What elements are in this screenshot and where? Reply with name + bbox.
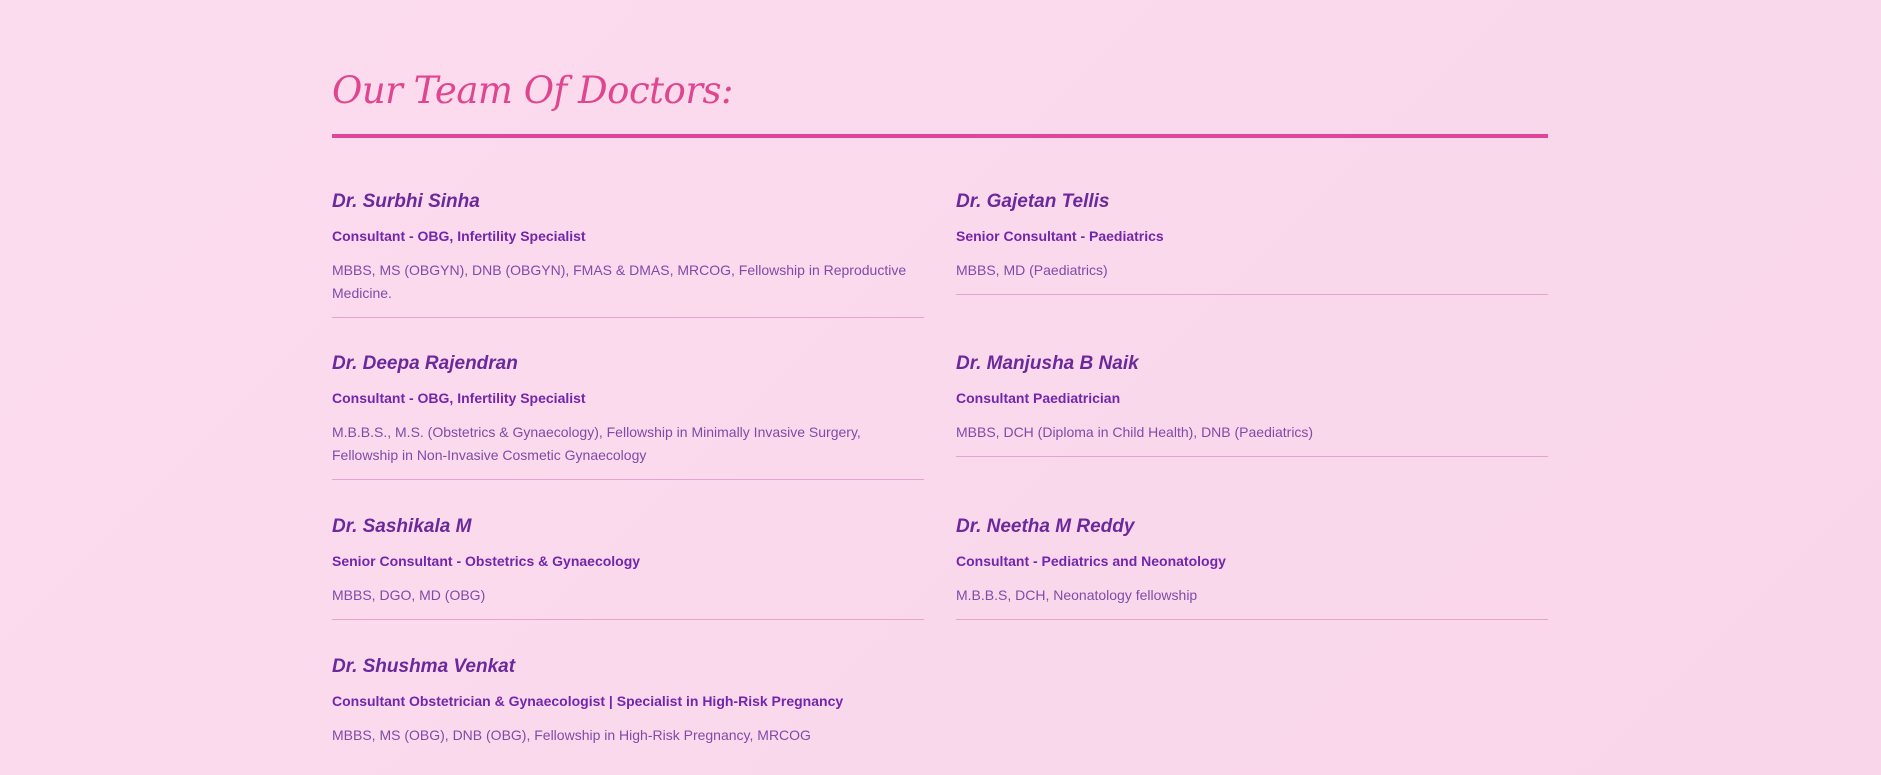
doctor-name: Dr. Neetha M Reddy [956,516,1135,537]
page-title: Our Team Of Doctors: [332,69,733,112]
doctor-role: Consultant - OBG, Infertility Specialist [332,390,586,406]
doctor-qualifications: M.B.B.S, DCH, Neonatology fellowship [956,587,1198,603]
doctor-name: Dr. Shushma Venkat [332,656,516,677]
doctor-role: Consultant - OBG, Infertility Specialist [332,228,586,244]
doctor-qualifications: MBBS, DCH (Diploma in Child Health), DNB (Paediatrics) [956,424,1314,440]
doctor-role: Consultant Paediatrician [956,390,1121,406]
doctor-name: Dr. Deepa Rajendran [332,353,518,374]
doctor-card [332,655,924,759]
doctor-role: Senior Consultant - Paediatrics [956,228,1164,244]
doctor-qualifications: MBBS, MS (OBGYN), DNB (OBGYN), FMAS & DMAS, MRCOG, Fellowship in Reproductive Medicine. [332,262,907,301]
doctor-role: Senior Consultant - Obstetrics & Gynaecology [332,553,641,569]
doctor-card [956,190,1548,295]
doctor-role: Consultant Obstetrician & Gynaecologist | Specialist in High-Risk Pregnancy [332,693,844,709]
doctor-card [956,352,1548,457]
doctor-card [332,352,924,480]
doctor-card [332,515,924,620]
doctor-card [956,515,1548,620]
doctor-qualifications: MBBS, MD (Paediatrics) [956,262,1108,278]
doctor-qualifications: MBBS, MS (OBG), DNB (OBG), Fellowship in High-Risk Pregnancy, MRCOG [332,727,811,743]
doctor-name: Dr. Gajetan Tellis [956,191,1110,212]
doctor-name: Dr. Sashikala M [332,516,472,537]
doctor-card [332,190,924,318]
title-divider [332,134,1548,138]
doctor-qualifications: M.B.B.S., M.S. (Obstetrics & Gynaecology), Fellowship in Minimally Invasive Surgery, Fellowship in Non-Invasive Cosmetic Gynaecology [332,424,861,463]
doctor-name: Dr. Surbhi Sinha [332,191,480,212]
doctor-role: Consultant - Pediatrics and Neonatology [956,553,1226,569]
doctor-name: Dr. Manjusha B Naik [956,353,1139,374]
doctor-qualifications: MBBS, DGO, MD (OBG) [332,587,486,603]
